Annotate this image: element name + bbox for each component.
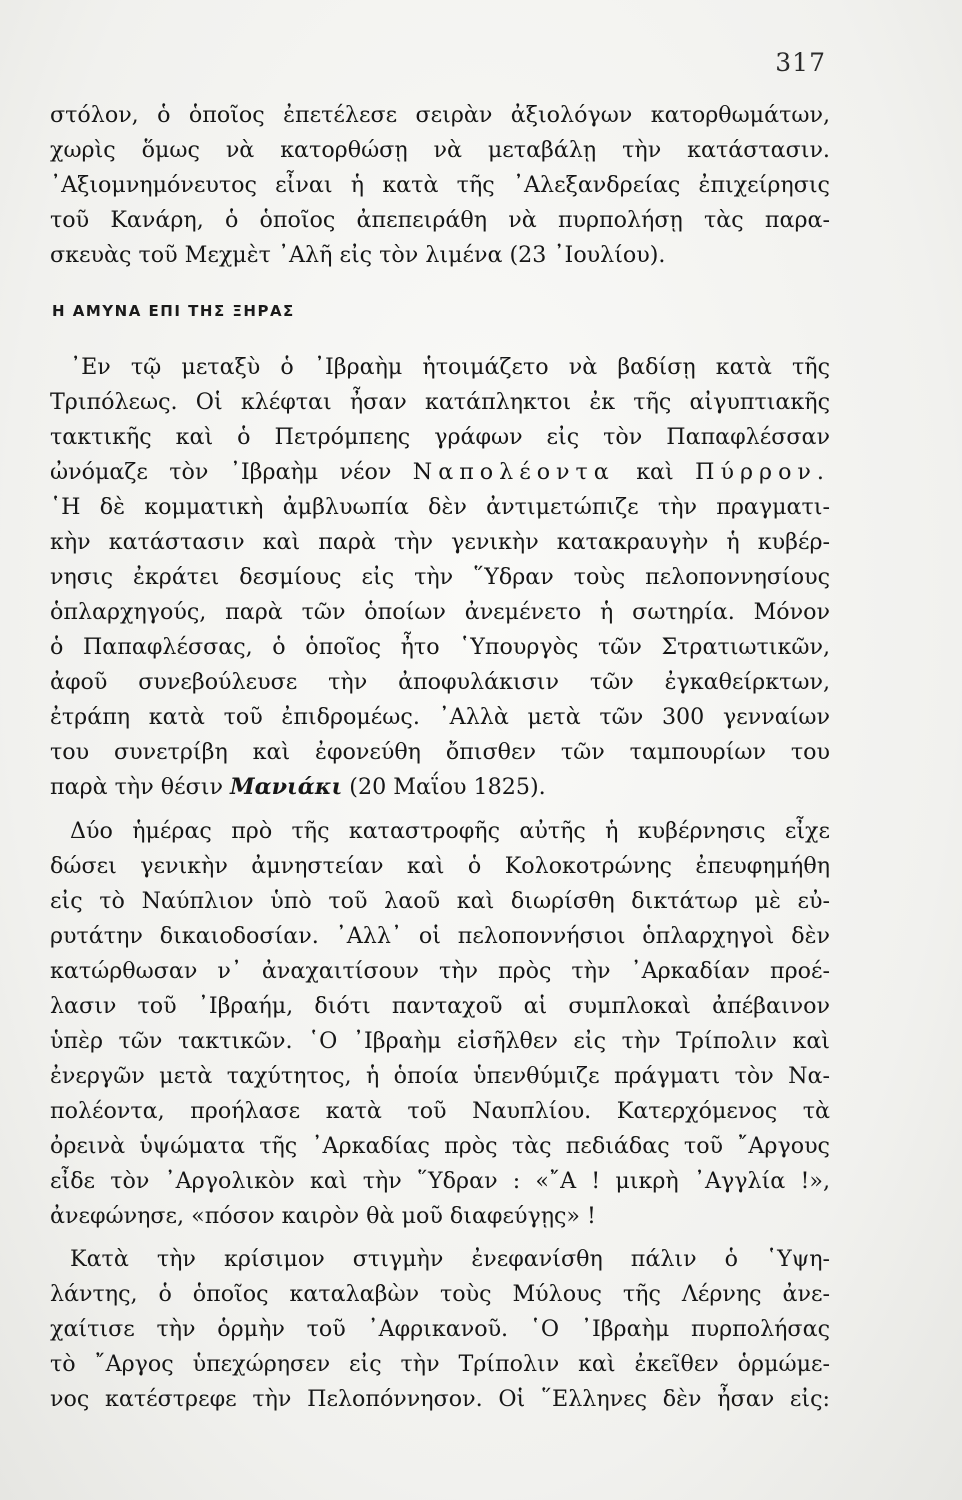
text-line: χαίτισε τὴν ὁρμὴν τοῦ ᾿Αφρικανοῦ. ῾Ο ᾿Ιβραὴμ πυρπολήσας (50, 1316, 830, 1342)
text-line: λασιν τοῦ ᾿Ιβραήμ, διότι πανταχοῦ αἱ συμπλοκαὶ ἀπέβαινον (50, 993, 830, 1019)
text-line: δώσει γενικὴν ἀμνηστείαν καὶ ὁ Κολοκοτρώνης ἐπευφημήθη (50, 853, 830, 879)
text-line (50, 770, 830, 805)
text-line: κὴν κατάστασιν καὶ παρὰ τὴν γενικὴν κατακραυγὴν ἡ κυβέρ- (50, 529, 830, 555)
text-line (50, 455, 830, 490)
text-line: ὁ Παπαφλέσσας, ὁ ὁποῖος ἦτο ῾Υπουργὸς τῶν Στρατιωτικῶν, (50, 634, 830, 660)
paragraph-opening (50, 98, 830, 273)
text-line: πολέοντα, προήλασε κατὰ τοῦ Ναυπλίου. Κατερχόμενος τὰ (50, 1098, 830, 1124)
text-line: ὁπλαρχηγούς, παρὰ τῶν ὁποίων ἀνεμένετο ἡ σωτηρία. Μόνον (50, 599, 830, 625)
text-line: ἐνεργῶν μετὰ ταχύτητος, ἡ ὁποία ὑπενθύμιζε πράγματι τὸν Να- (50, 1063, 830, 1089)
paragraph-ypsilantis (50, 1242, 830, 1417)
text-line: ὀρεινὰ ὑψώματα τῆς ᾿Αρκαδίας πρὸς τὰς πεδιάδας τοῦ ῎Αργους (50, 1133, 830, 1159)
text-line: ὑπὲρ τῶν τακτικῶν. ῾Ο ᾿Ιβραὴμ εἰσῆλθεν εἰς τὴν Τρίπολιν καὶ (50, 1028, 830, 1054)
text-line: ᾿Εν τῷ μεταξὺ ὁ ᾿Ιβραὴμ ἡτοιμάζετο νὰ βαδίσῃ κατὰ τῆς (70, 354, 830, 380)
text-line: τὸ ῎Αργος ὑπεχώρησεν εἰς τὴν Τρίπολιν καὶ ἐκεῖθεν ὁρμώμε- (50, 1351, 830, 1377)
text-line: ᾿Αξιομνημόνευτος εἶναι ἡ κατὰ τῆς ᾿Αλεξανδρείας ἐπιχείρησις (50, 172, 830, 198)
spaced-word-napoleon: Ναπολέοντα (412, 459, 615, 485)
text-line: Τριπόλεως. Οἱ κλέφται ἦσαν κατάπληκτοι ἐκ τῆς αἰγυπτιακῆς (50, 389, 830, 415)
text-line: Δύο ἡμέρας πρὸ τῆς καταστροφῆς αὐτῆς ἡ κυβέρνησις εἶχε (70, 818, 830, 844)
text-line: ἀνεφώνησε, «πόσον καιρὸν θὰ μοῦ διαφεύγῃς» ! (50, 1203, 596, 1229)
text-line: τοῦ Κανάρη, ὁ ὁποῖος ἀπεπειράθη νὰ πυρπολήσῃ τὰς παρα- (50, 207, 830, 233)
text-line: του συνετρίβη καὶ ἐφονεύθη ὄπισθεν τῶν ταμπουρίων του (50, 739, 830, 765)
paragraph-amnesty (50, 814, 830, 1234)
place-name-maniaki: Μανιάκι (230, 774, 343, 800)
text-line: κατώρθωσαν ν᾿ ἀναχαιτίσουν τὴν πρὸς τὴν ᾿Αρκαδίαν προέ- (50, 958, 830, 984)
page-number: 317 (775, 48, 826, 77)
paragraph-ibrahim-advance (50, 350, 830, 805)
text-line: ῾Η δὲ κομματικὴ ἀμβλυωπία δὲν ἀντιμετώπιζε τὴν πραγματι- (50, 494, 830, 520)
text-line: σκευὰς τοῦ Μεχμὲτ ᾿Αλῆ εἰς τὸν λιμένα (23 ᾿Ιουλίου). (50, 242, 666, 268)
text-fragment: παρὰ τὴν θέσιν (50, 774, 223, 800)
text-line: ρυτάτην δικαιοδοσίαν. ᾿Αλλ᾿ οἱ πελοποννήσιοι ὁπλαρχηγοὶ δὲν (50, 923, 830, 949)
text-fragment: καὶ (636, 459, 674, 485)
text-line: λάντης, ὁ ὁποῖος καταλαβὼν τοὺς Μύλους τῆς Λέρνης ἀνε- (50, 1281, 830, 1307)
text-fragment: (20 Μαΐου 1825). (349, 774, 546, 800)
text-line: εἰς τὸ Ναύπλιον ὑπὸ τοῦ λαοῦ καὶ διωρίσθη δικτάτωρ μὲ εὐ- (50, 888, 830, 914)
text-line: ἀφοῦ συνεβούλευσε τὴν ἀποφυλάκισιν τῶν ἐγκαθείρκτων, (50, 669, 830, 695)
spaced-word-pyrrhus: Πύρρον. (695, 459, 830, 485)
text-fragment: ὠνόμαζε τὸν ᾿Ιβραὴμ νέον (50, 459, 392, 485)
text-line: νος κατέστρεφε τὴν Πελοπόννησον. Οἱ ῞Ελληνες δὲν ἦσαν εἰς: (50, 1386, 830, 1412)
section-heading: Η ΑΜΥΝΑ ΕΠΙ ΤΗΣ ΞΗΡΑΣ (52, 302, 295, 320)
text-line: Κατὰ τὴν κρίσιμον στιγμὴν ἐνεφανίσθη πάλιν ὁ ῾Υψη- (70, 1246, 830, 1272)
text-line: χωρὶς ὅμως νὰ κατορθώσῃ νὰ μεταβάλῃ τὴν κατάστασιν. (50, 137, 830, 163)
text-line: νησις ἐκράτει δεσμίους εἰς τὴν ῞Υδραν τοὺς πελοποννησίους (50, 564, 830, 590)
text-line: τακτικῆς καὶ ὁ Πετρόμπεης γράφων εἰς τὸν Παπαφλέσσαν (50, 424, 830, 450)
text-line: εἶδε τὸν ᾿Αργολικὸν καὶ τὴν ῞Υδραν : «῎Α ! μικρὴ ᾿Αγγλία !», (50, 1168, 830, 1194)
text-line: ἐτράπη κατὰ τοῦ ἐπιδρομέως. ᾿Αλλὰ μετὰ τῶν 300 γενναίων (50, 704, 830, 730)
text-line: στόλον, ὁ ὁποῖος ἐπετέλεσε σειρὰν ἀξιολόγων κατορθωμάτων, (50, 102, 830, 128)
